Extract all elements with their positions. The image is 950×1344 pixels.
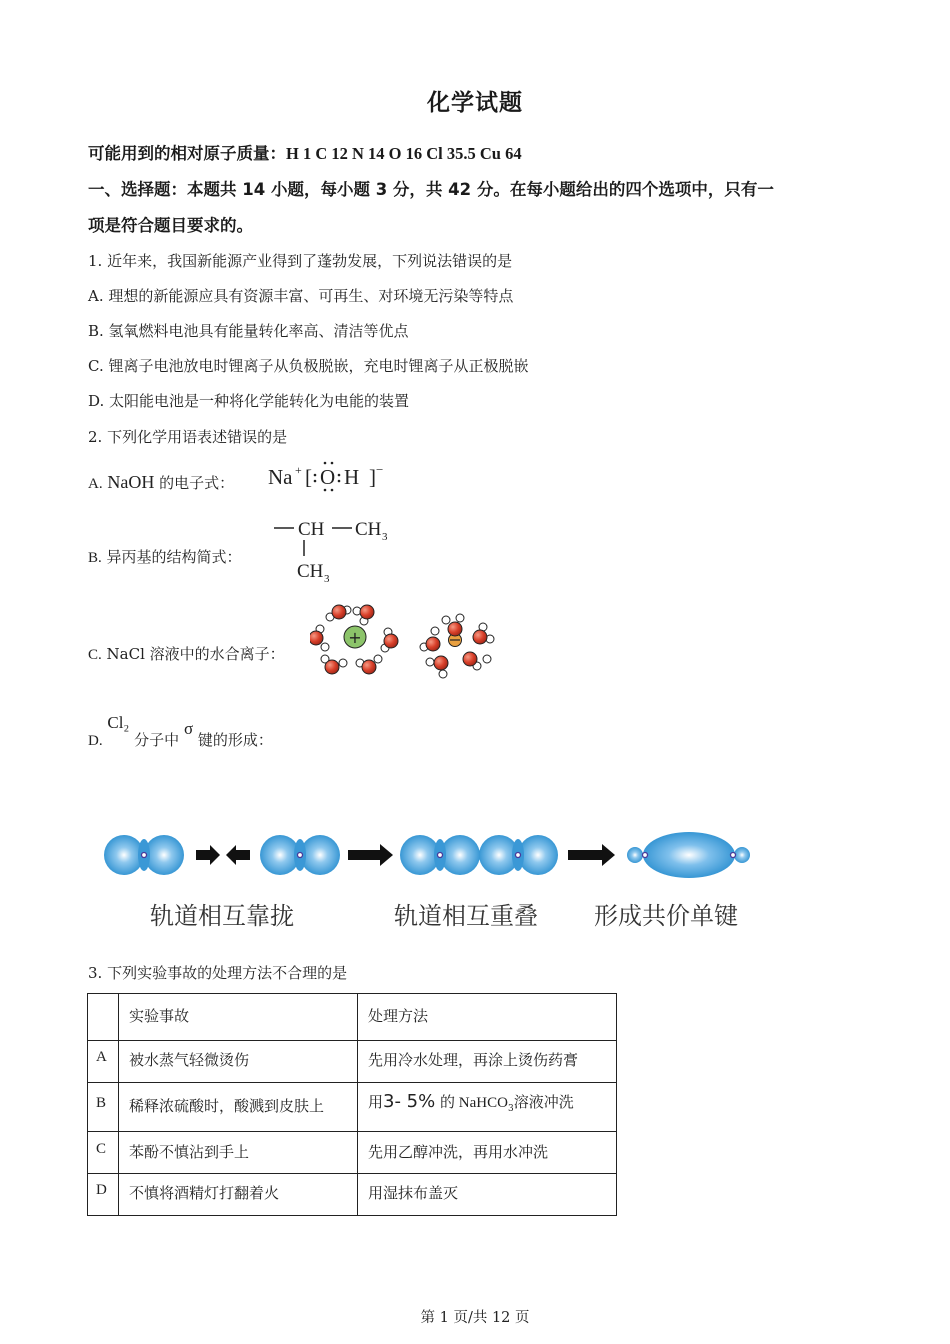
svg-text:+: + [348,628,362,647]
svg-text:O: O [320,465,336,489]
accident-table [87,993,617,1216]
question-1-option-b: B. 氢氧燃料电池具有能量转化率高、清洁等优点 [88,322,409,340]
naoh-electron-formula [268,458,398,502]
question-1-option-a: A. 理想的新能源应具有资源丰富、可再生、对环境无污染等特点 [88,287,514,305]
naoh-formula: NaOH [107,472,155,492]
svg-text:H: H [344,465,360,489]
table-row [88,1083,617,1132]
row-key: B [88,1083,119,1132]
question-2-stem: 2. 下列化学用语表述错误的是 [88,428,288,446]
question-1-option-c: C. 锂离子电池放电时锂离子从负极脱嵌，充电时锂离子从正极脱嵌 [88,357,529,375]
svg-text:]: ] [369,465,376,489]
row-key: D [88,1174,119,1216]
isopropyl-structure-icon [272,514,402,584]
table-row [88,1174,617,1216]
sigma-bond-diagram [104,826,764,890]
row-accident: 稀释浓硫酸时，酸溅到皮肤上 [119,1083,358,1132]
row-accident: 被水蒸气轻微烫伤 [119,1041,358,1083]
question-1-option-d: D. 太阳能电池是一种将化学能转化为电能的装置 [88,392,410,410]
row-method: 先用乙醇冲洗，再用水冲洗 [358,1132,617,1174]
question-2-option-c: C. NaCl 溶液中的水合离子： [88,645,285,663]
row-key: A [88,1041,119,1083]
table-header-row [88,994,617,1041]
question-2-option-a: A. NaOH 的电子式： [88,472,235,492]
question-3-stem: 3. 下列实验事故的处理方法不合理的是 [88,964,348,982]
question-2-option-d: D. Cl₂ 分子中 σ 键的形成： [88,713,273,749]
row-key: C [88,1132,119,1174]
orbital-overlap-icon [104,826,764,886]
diagram-label-approach: 轨道相互靠拢 [150,902,294,930]
row-accident: 不慎将酒精灯打翻着火 [119,1174,358,1216]
diagram-label-bond: 形成共价单键 [594,902,738,930]
table-header-cell: 处理方法 [358,994,617,1041]
isopropyl-structure [272,514,402,588]
atomic-masses-values: H 1 C 12 N 14 O 16 Cl 35.5 Cu 64 [286,144,522,163]
svg-text:[: [ [305,465,312,489]
page-footer: 第 1 页/共 12 页 [420,1310,530,1326]
svg-text:CH: CH [297,561,324,582]
row-method: 用3- 5% 的 NaHCO$_3$溶液冲洗 [358,1083,617,1132]
sigma-symbol: σ [183,719,194,738]
svg-text:Na: Na [268,465,293,489]
question-2-option-b: B. 异丙基的结构简式： [88,548,242,566]
svg-text:3: 3 [324,573,330,584]
hydrated-ions-diagram [310,603,500,691]
cl2-formula: Cl₂ [107,713,130,732]
row-method: 用湿抹布盖灭 [358,1174,617,1216]
svg-text:+: + [295,463,302,477]
question-1-stem: 1. 近年来，我国新能源产业得到了蓬勃发展，下列说法错误的是 [88,252,513,270]
svg-text:−: − [376,462,384,477]
hydrated-ions-icon [310,603,500,687]
svg-text:CH: CH [355,519,382,540]
table-header-cell: 实验事故 [119,994,358,1041]
atomic-masses [88,140,522,164]
svg-text:CH: CH [298,519,325,540]
section-heading-line2: 项是符合题目要求的。 [88,216,253,235]
table-row [88,1132,617,1174]
row-accident: 苯酚不慎沾到手上 [119,1132,358,1174]
page-title: 化学试题 [427,90,523,116]
svg-text:3: 3 [382,531,388,543]
table-row [88,1041,617,1083]
atomic-masses-label: 可能用到的相对原子质量： [88,144,286,163]
section-heading-line1: 一、选择题：本题共 14 小题，每小题 3 分，共 42 分。在每小题给出的四个选项中，只有一 [88,180,774,199]
table-header-cell [88,994,119,1041]
electron-dot-formula-icon [268,458,398,498]
row-method: 先用冷水处理，再涂上烫伤药膏 [358,1041,617,1083]
diagram-label-overlap: 轨道相互重叠 [394,902,538,930]
